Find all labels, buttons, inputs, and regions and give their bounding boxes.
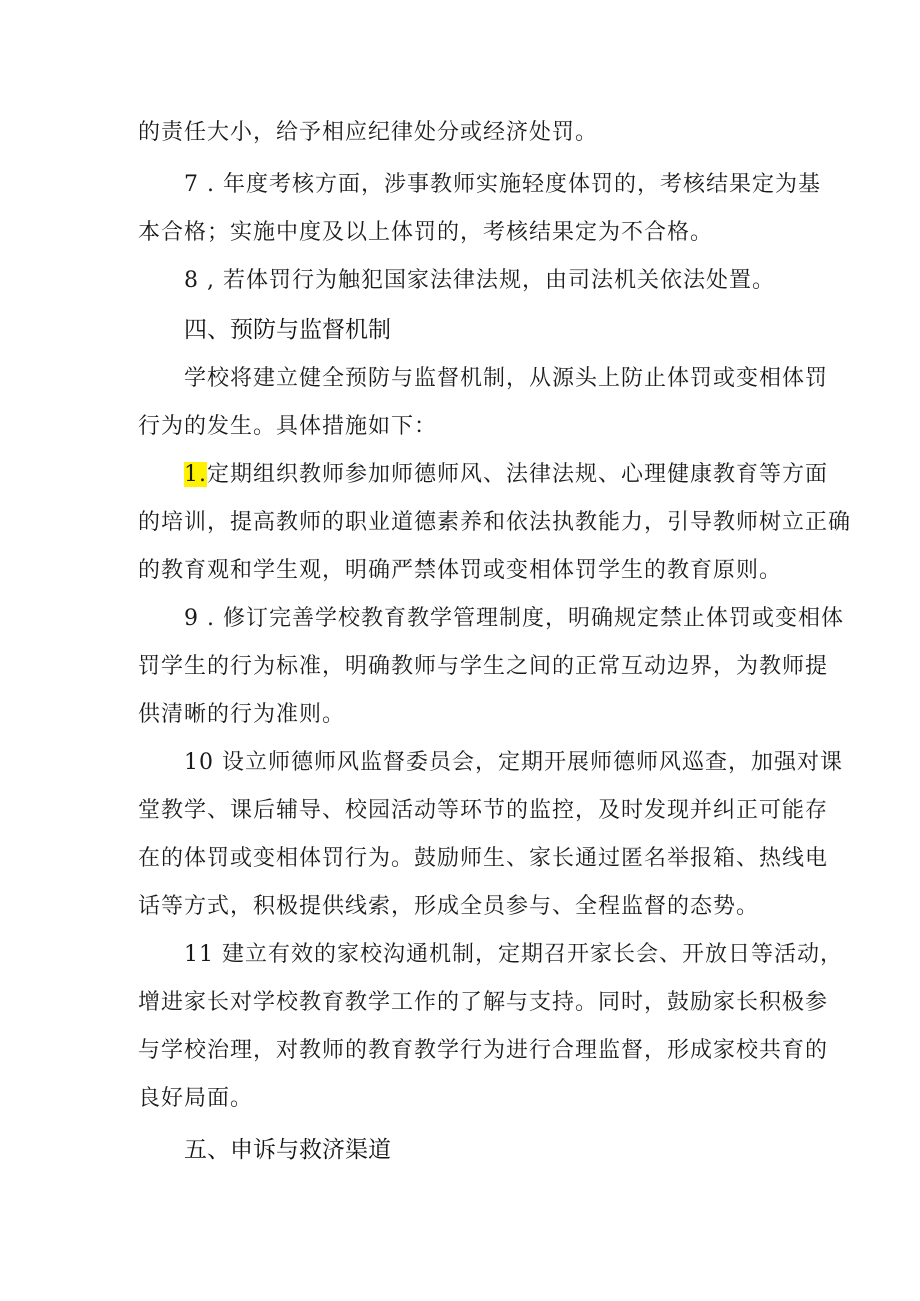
text-line: 话等方式，积极提供线索，形成全员参与、全程监督的态势。: [138, 894, 760, 919]
text-line: [184, 460, 828, 490]
text-line: 在的体罚或变相体罚行为。鼓励师生、家长通过匿名举报箱、热线电: [138, 846, 829, 871]
text-line: 7 . 年度考核方面，涉事教师实施轻度体罚的，考核结果定为基: [184, 172, 821, 197]
text-line: 9 . 修订完善学校教育教学管理制度，明确规定禁止体罚或变相体: [184, 606, 844, 631]
section-heading: 五、申诉与救济渠道: [184, 1137, 391, 1163]
highlighted-list-number: 1.: [184, 462, 207, 487]
text-line: 本合格；实施中度及以上体罚的，考核结果定为不合格。: [138, 220, 714, 245]
text-line: 供清晰的行为准则。: [138, 702, 346, 727]
text-line: 10 设立师德师风监督委员会，定期开展师德师风巡查，加强对课: [184, 750, 843, 775]
text-line: 良好局面。: [138, 1086, 254, 1111]
text-span: 定期组织教师参加师德师风、法律法规、心理健康教育等方面: [207, 462, 829, 487]
text-line: 罚学生的行为标准，明确教师与学生之间的正常互动边界，为教师提: [138, 654, 829, 679]
text-line: 堂教学、课后辅导、校园活动等环节的监控，及时发现并纠正可能存: [138, 798, 829, 823]
text-line: 增进家长对学校教育教学工作的了解与支持。同时，鼓励家长积极参: [138, 990, 829, 1015]
text-line: 的培训，提高教师的职业道德素养和依法执教能力，引导教师树立正确: [138, 510, 852, 535]
text-line: 与学校治理，对教师的教育教学行为进行合理监督，形成家校共育的: [138, 1038, 829, 1063]
text-line: 的教育观和学生观，明确严禁体罚或变相体罚学生的教育原则。: [138, 558, 783, 583]
text-line: 11 建立有效的家校沟通机制，定期召开家长会、开放日等活动，: [184, 942, 843, 967]
text-line: 行为的发生。具体措施如下：: [138, 414, 438, 439]
text-line: 的责任大小，给予相应纪律处分或经济处罚。: [138, 120, 599, 145]
text-line: 8 , 若体罚行为触犯国家法律法规，由司法机关依法处置。: [184, 268, 775, 293]
section-heading: 四、预防与监督机制: [184, 317, 391, 343]
text-line: 学校将建立健全预防与监督机制，从源头上防止体罚或变相体罚: [184, 366, 829, 391]
